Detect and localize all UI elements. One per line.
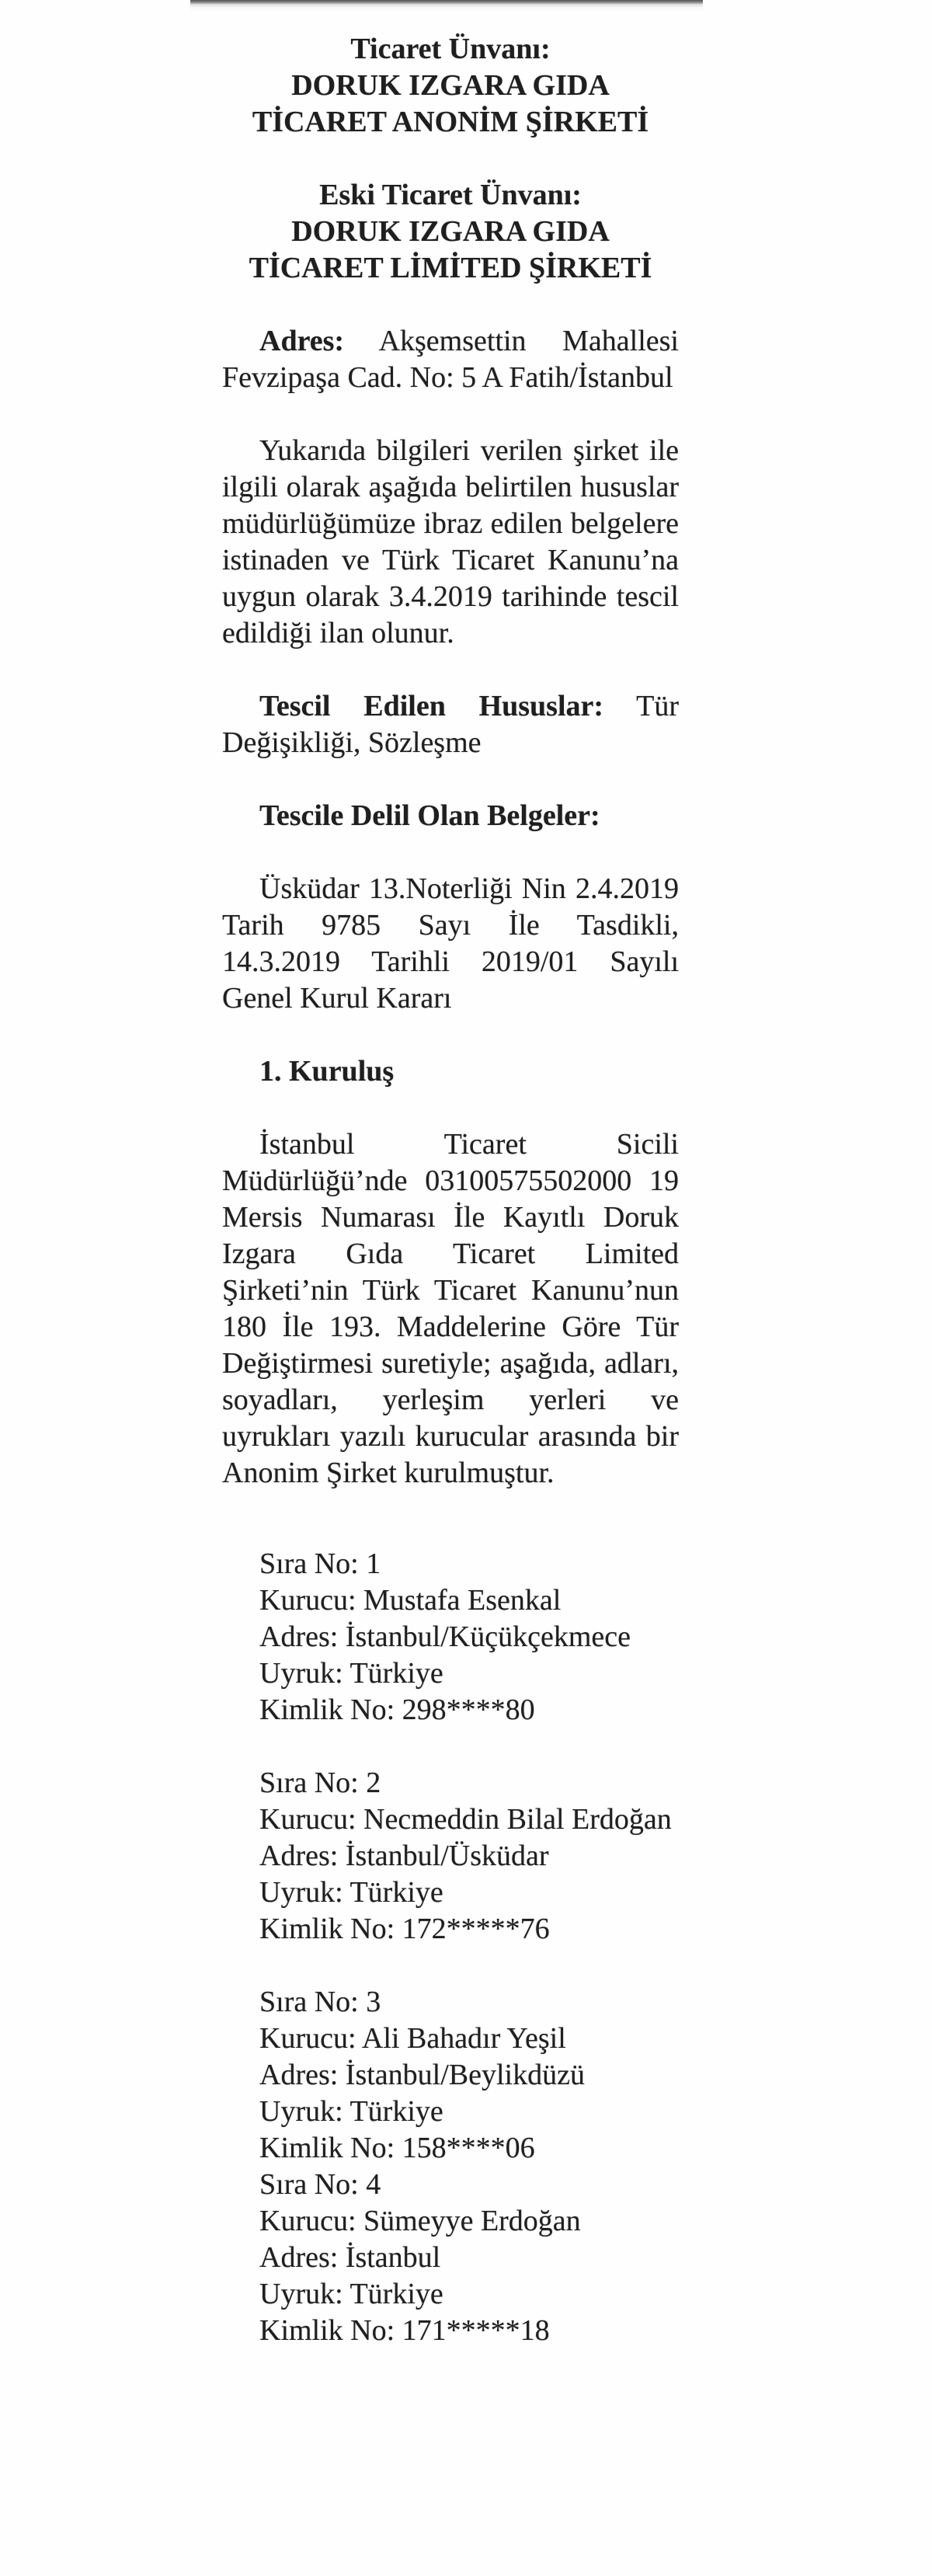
founder-block-2 (222, 1765, 679, 1948)
founder-2-uyruk: Uyruk: Türkiye (259, 1876, 443, 1909)
former-trade-name-label: Eski Ticaret Ünvanı: (319, 179, 582, 211)
incorporation-paragraph: İstanbul Ticaret Sicili Müdürlüğü’nde 03100575502000 19 Mersis Numarası İle Kayıtlı Doruk Izgara Gıda Ticaret Limited Şirketi’nin Türk Ticaret Kanunu’nun 180 İle 193. Maddelerine Göre Tür Değiştirmesi suretiyle; aşağıda, adları, soyadları, yerleşim yerleri ve uyrukları yazılı kurucular arasında bir Anonim Şirket kurulmuştur. (222, 1128, 679, 1489)
founder-1-uyruk: Uyruk: Türkiye (259, 1657, 443, 1690)
registered-matters-paragraph (222, 688, 679, 761)
founder-4-uyruk: Uyruk: Türkiye (259, 2278, 443, 2310)
founder-block-1 (222, 1546, 679, 1728)
former-trade-name-block (222, 177, 679, 287)
founder-3-uyruk: Uyruk: Türkiye (259, 2095, 443, 2128)
registration-notice-paragraph: Yukarıda bilgileri verilen şirket ile ilgili olarak aşağıda belirtilen hususlar müdürlüğümüze ibraz edilen belgelere istinaden ve Türk Ticaret Kanunu’na uygun olarak 3.4.2019 tarihinde tescil edildiği ilan olunur. (222, 434, 679, 649)
former-trade-name-line1: DORUK IZGARA GIDA (291, 215, 610, 248)
registered-matters-label: Tescil Edilen Hususlar: (259, 690, 604, 722)
scan-edge-artifact (190, 0, 703, 12)
registered-matters-value: Tür Değişikliği, Sözleşme (222, 690, 679, 759)
former-trade-name-line2: TİCARET LİMİTED ŞİRKETİ (249, 252, 652, 284)
founder-2-sira-no: Sıra No: 2 (259, 1767, 381, 1799)
founder-2-kimlik-no: Kimlik No: 172*****76 (259, 1913, 550, 1945)
address-label: Adres: (259, 325, 345, 357)
founder-3-kimlik-no: Kimlik No: 158****06 (259, 2132, 535, 2164)
evidence-documents-heading: Tescile Delil Olan Belgeler: (259, 799, 600, 832)
founder-1-adres: Adres: İstanbul/Küçükçekmece (259, 1620, 631, 1653)
founder-1-kurucu: Kurucu: Mustafa Esenkal (259, 1584, 562, 1617)
notary-evidence-paragraph: Üsküdar 13.Noterliği Nin 2.4.2019 Tarih 9785 Sayı İle Tasdikli, 14.3.2019 Tarihli 2019/01 Sayılı Genel Kurul Kararı (222, 872, 679, 1015)
founder-4-sira-no: Sıra No: 4 (259, 2168, 381, 2201)
trade-name-label: Ticaret Ünvanı: (350, 33, 551, 65)
trade-name-line2: TİCARET ANONİM ŞİRKETİ (252, 106, 649, 138)
founder-4-kimlik-no: Kimlik No: 171*****18 (259, 2314, 550, 2347)
founder-4-kurucu: Kurucu: Sümeyye Erdoğan (259, 2205, 581, 2237)
founder-3-sira-no: Sıra No: 3 (259, 1986, 381, 2018)
founder-1-kimlik-no: Kimlik No: 298****80 (259, 1694, 535, 1726)
section-1-heading: 1. Kuruluş (259, 1055, 395, 1088)
gazette-text-column (222, 31, 679, 2386)
founder-3-kurucu: Kurucu: Ali Bahadır Yeşil (259, 2022, 566, 2055)
trade-name-line1: DORUK IZGARA GIDA (291, 69, 610, 102)
founder-4-adres: Adres: İstanbul (259, 2241, 441, 2274)
founder-2-kurucu: Kurucu: Necmeddin Bilal Erdoğan (259, 1803, 672, 1836)
founder-block-3-4 (222, 1984, 679, 2349)
address-value: Akşemsettin Mahallesi Fevzipaşa Cad. No: 5 A Fatih/İstanbul (222, 325, 679, 394)
trade-name-block (222, 31, 679, 141)
founder-1-sira-no: Sıra No: 1 (259, 1547, 381, 1580)
founder-3-adres: Adres: İstanbul/Beylikdüzü (259, 2059, 585, 2091)
founder-2-adres: Adres: İstanbul/Üsküdar (259, 1840, 549, 1872)
address-paragraph (222, 323, 679, 396)
